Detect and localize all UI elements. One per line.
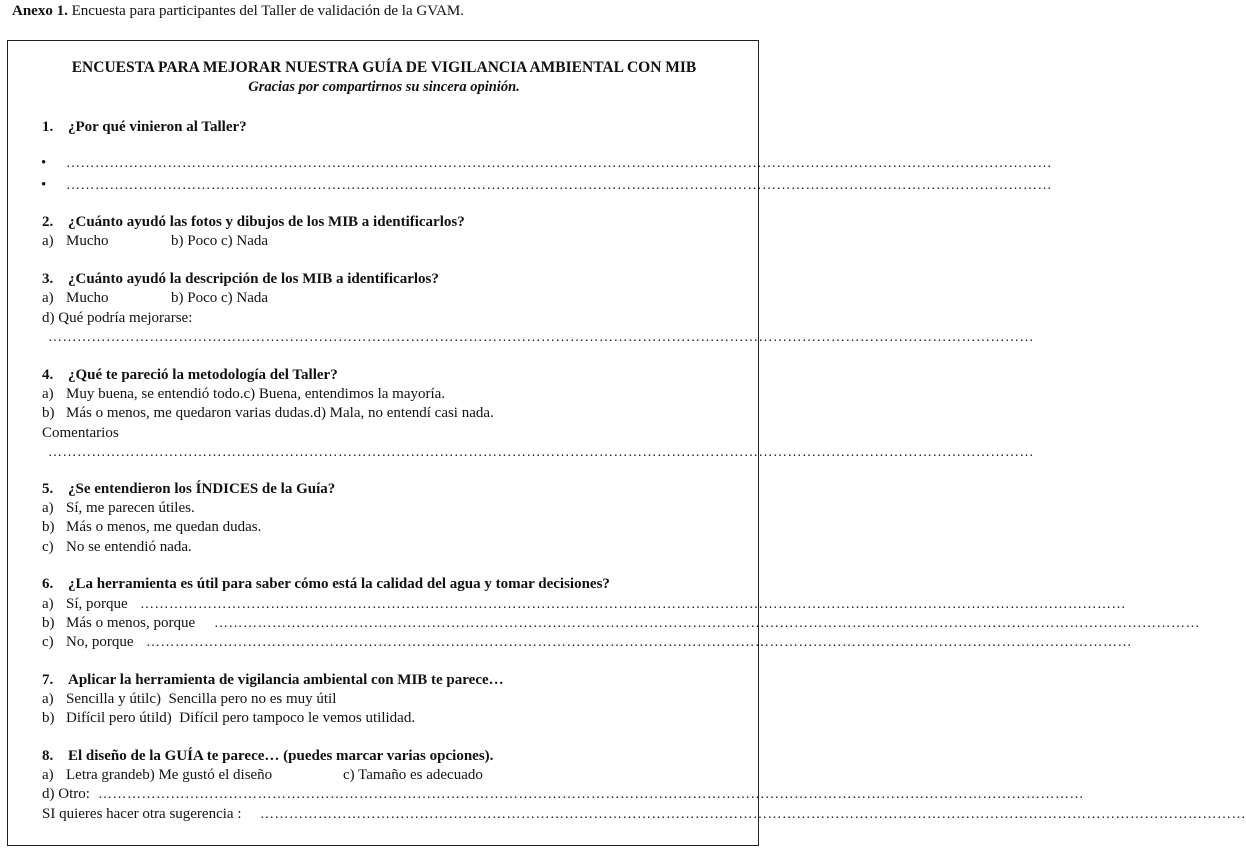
question-5-option-b[interactable] xyxy=(42,519,261,536)
question-4-option-b[interactable] xyxy=(42,405,494,422)
option-text: Difícil pero útild) Difícil pero tampoco le vemos utilidad. xyxy=(66,710,416,726)
option-text: Mucho xyxy=(66,233,109,249)
option-letter: c) xyxy=(42,539,54,555)
question-3-option-d: d) Qué podría mejorarse: xyxy=(42,310,193,326)
question-2-option-bc[interactable]: b) Poco c) Nada xyxy=(171,233,269,249)
question-2-number: 2. xyxy=(42,214,54,230)
suggestion-line[interactable]: …………………………………………………………………………………………………………………………………………………………………………………… xyxy=(260,807,1246,822)
question-8-option-ab[interactable] xyxy=(42,767,272,784)
option-letter: a) xyxy=(42,500,54,516)
option-text: No se entendió nada. xyxy=(66,539,192,555)
answer-line-6a[interactable]: …………………………………………………………………………………………………………………………………………………………………………………… xyxy=(140,597,1126,612)
answer-line-3[interactable]: …………………………………………………………………………………………………………………………………………………………………………………… xyxy=(48,330,1034,345)
suggestion-label: SI quieres hacer otra sugerencia : xyxy=(42,806,242,822)
question-5-number: 5. xyxy=(42,481,54,497)
question-4-option-a[interactable] xyxy=(42,386,445,403)
question-4-text: ¿Qué te pareció la metodología del Taller? xyxy=(68,367,338,383)
question-5-text: ¿Se entendieron los ÍNDICES de la Guía? xyxy=(68,481,336,497)
question-6-option-b[interactable] xyxy=(42,615,195,632)
option-text: No, porque xyxy=(66,634,134,650)
question-6-text: ¿La herramienta es útil para saber cómo está la calidad del agua y tomar decisiones? xyxy=(68,576,610,592)
annex-caption xyxy=(12,3,464,20)
option-letter: b) xyxy=(42,405,55,421)
option-text: Más o menos, me quedan dudas. xyxy=(66,519,262,535)
answer-line-8d[interactable]: …………………………………………………………………………………………………………………………………………………………………………………… xyxy=(98,787,1084,802)
question-1-text: ¿Por qué vinieron al Taller? xyxy=(68,119,247,135)
question-5-option-c[interactable] xyxy=(42,539,192,556)
option-letter: b) xyxy=(42,710,55,726)
answer-line-6b[interactable]: …………………………………………………………………………………………………………………………………………………………………………………… xyxy=(214,616,1200,631)
question-3-text: ¿Cuánto ayudó la descripción de los MIB a identificarlos? xyxy=(68,271,439,287)
annex-label: Anexo 1. xyxy=(12,3,68,19)
question-7-text: Aplicar la herramienta de vigilancia ambiental con MIB te parece… xyxy=(68,672,504,688)
option-text: Sí, porque xyxy=(66,596,128,612)
question-5-option-a[interactable] xyxy=(42,500,195,517)
option-letter: a) xyxy=(42,290,54,306)
bullet-2: • xyxy=(41,177,47,193)
answer-line-6c[interactable]: …………………………………………………………………………………………………………………………………………………………………………………… xyxy=(146,635,1132,650)
option-letter: b) xyxy=(42,615,55,631)
option-letter: a) xyxy=(42,233,54,249)
question-2-option-a[interactable] xyxy=(42,233,109,250)
question-2-text: ¿Cuánto ayudó las fotos y dibujos de los MIB a identificarlos? xyxy=(68,214,465,230)
question-1-number: 1. xyxy=(42,119,54,135)
answer-line-1b[interactable]: …………………………………………………………………………………………………………………………………………………………………………………… xyxy=(66,178,1052,193)
question-3-number: 3. xyxy=(42,271,54,287)
question-8-option-d: d) Otro: xyxy=(42,786,90,802)
question-3 xyxy=(42,271,439,288)
option-text: Más o menos, porque xyxy=(66,615,196,631)
option-letter: a) xyxy=(42,691,54,707)
annex-caption-text: Encuesta para participantes del Taller de validación de la GVAM. xyxy=(71,3,465,19)
option-letter: a) xyxy=(42,767,54,783)
option-text: Letra grandeb) Me gustó el diseño xyxy=(66,767,273,783)
question-8-option-c[interactable]: c) Tamaño es adecuado xyxy=(343,767,483,783)
question-3-option-bc[interactable]: b) Poco c) Nada xyxy=(171,290,269,306)
option-text: Sí, me parecen útiles. xyxy=(66,500,195,516)
question-7-number: 7. xyxy=(42,672,54,688)
option-text: Muy buena, se entendió todo.c) Buena, entendimos la mayoría. xyxy=(66,386,446,402)
option-letter: b) xyxy=(42,519,55,535)
survey-subtitle: Gracias por compartirnos su sincera opinión. xyxy=(248,79,520,95)
question-4 xyxy=(42,367,338,384)
answer-line-4[interactable]: …………………………………………………………………………………………………………………………………………………………………………………… xyxy=(48,445,1034,460)
option-letter: c) xyxy=(42,634,54,650)
question-5 xyxy=(42,481,335,498)
bullet-1: • xyxy=(41,155,47,171)
survey-title: ENCUESTA PARA MEJORAR NUESTRA GUÍA DE VIGILANCIA AMBIENTAL CON MIB xyxy=(71,59,697,76)
question-7-option-bd[interactable] xyxy=(42,710,415,727)
option-letter: a) xyxy=(42,596,54,612)
question-6-number: 6. xyxy=(42,576,54,592)
answer-line-1a[interactable]: …………………………………………………………………………………………………………………………………………………………………………………… xyxy=(66,156,1052,171)
survey-frame xyxy=(7,40,1246,846)
question-3-option-a[interactable] xyxy=(42,290,109,307)
question-7 xyxy=(42,672,504,689)
question-6-option-c[interactable] xyxy=(42,634,134,651)
question-8-number: 8. xyxy=(42,748,54,764)
question-8 xyxy=(42,748,493,765)
question-8-text: El diseño de la GUÍA te parece… (puedes marcar varias opciones). xyxy=(68,748,494,764)
option-text: Sencilla y útilc) Sencilla pero no es muy útil xyxy=(66,691,337,707)
option-text: Más o menos, me quedaron varias dudas.d) Mala, no entendí casi nada. xyxy=(66,405,494,421)
question-6 xyxy=(42,576,610,593)
question-2 xyxy=(42,214,465,231)
option-text: Mucho xyxy=(66,290,109,306)
option-letter: a) xyxy=(42,386,54,402)
question-6-option-a[interactable] xyxy=(42,596,128,613)
question-1 xyxy=(42,119,247,136)
question-4-comments-label: Comentarios xyxy=(42,425,119,441)
question-4-number: 4. xyxy=(42,367,54,383)
question-7-option-ac[interactable] xyxy=(42,691,336,708)
